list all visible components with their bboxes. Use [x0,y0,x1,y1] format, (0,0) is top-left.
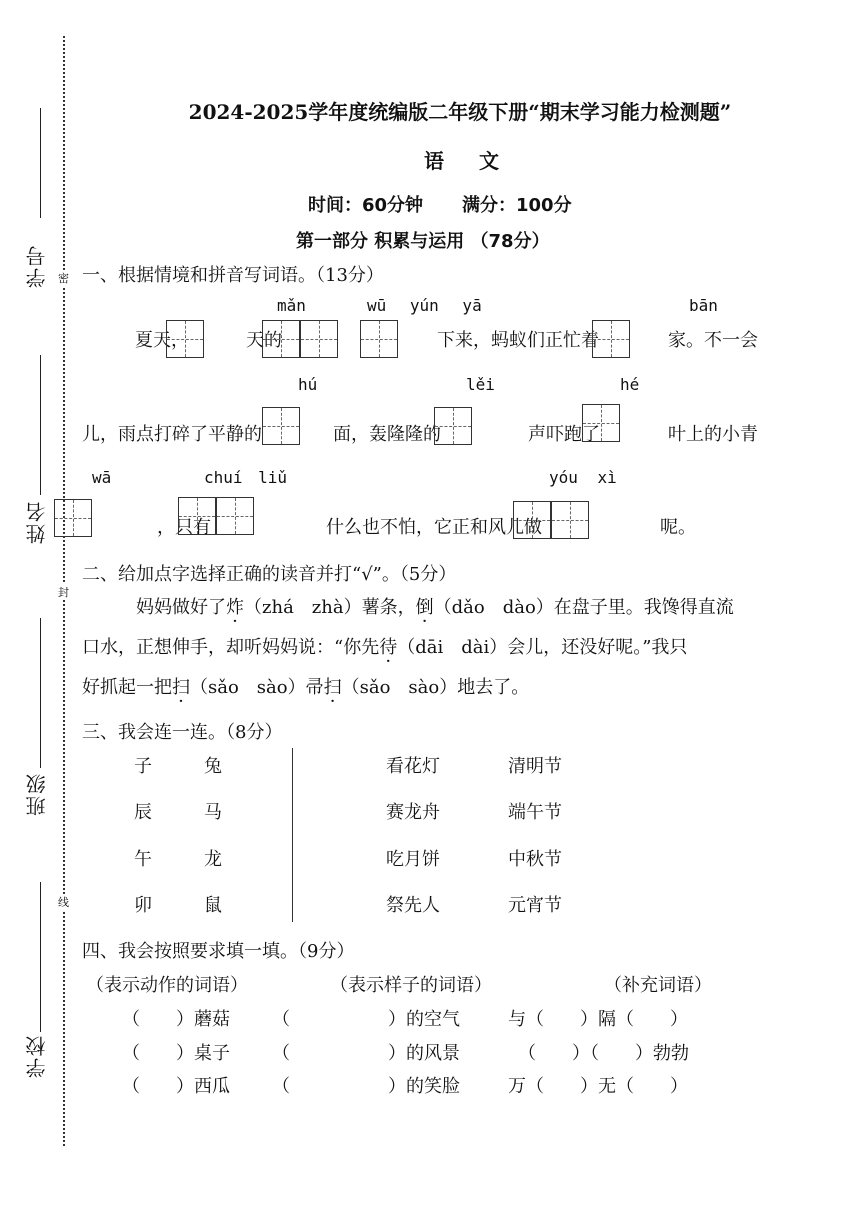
festival-name[interactable]: 端午节 [508,802,562,823]
festival-custom[interactable]: 赛龙舟 [386,802,440,823]
festival-custom[interactable]: 看花灯 [386,756,440,777]
column-heading: （表示样子的词语） [330,975,492,996]
writing-box[interactable] [513,501,551,539]
fill-blank[interactable]: （ ）（ ）勃勃 [518,1043,689,1064]
zodiac-branch[interactable]: 子 [134,756,152,777]
pinyin: wā [92,468,112,487]
text-segment: （sǎo sào）地去了。 [341,677,530,698]
text-segment: 叶上的小青 [668,424,758,445]
writing-box[interactable] [360,320,398,358]
writing-box[interactable] [54,499,92,537]
text-segment: （dǎo dào）在盘子里。我馋得直流 [433,597,734,618]
festival-name[interactable]: 元宵节 [508,895,562,916]
zodiac-animal[interactable]: 龙 [204,849,222,870]
writing-box[interactable] [300,320,338,358]
text-segment: 什么也不怕，它正和风儿做 [326,517,542,538]
text-segment: 夏天， [135,330,189,351]
festival-custom[interactable]: 吃月饼 [386,849,440,870]
part-one-title: 第一部分 积累与运用 （78分） [296,231,550,252]
fill-blank-open[interactable]: （ [272,1009,290,1030]
pinyin: chuí liǔ [204,468,288,487]
dotted-char: 扫 [172,677,190,698]
text-segment: 呢。 [660,517,696,538]
class-label: 班级 [25,772,49,816]
text-segment: 儿，雨点打碎了平静的 [82,424,262,445]
text-segment: 好抓起一把 [82,677,172,698]
fill-blank-open[interactable]: （ [272,1043,290,1064]
score-info: 满分：100分 [462,195,572,216]
pinyin: lěi [466,375,495,394]
fill-blank[interactable]: 与（ ）隔（ ） [508,1009,688,1030]
text-segment: （zhá zhà）薯条， [244,597,416,618]
column-heading: （补充词语） [604,975,712,996]
school-line [40,882,41,1032]
name-label: 姓名 [25,500,49,544]
fill-blank[interactable]: （ ）蘑菇 [122,1009,230,1030]
zodiac-branch[interactable]: 辰 [134,802,152,823]
writing-box[interactable] [178,497,216,535]
fill-blank[interactable]: （ ）桌子 [122,1043,230,1064]
time-info: 时间：60分钟 [308,195,424,216]
q3-heading: 三、我会连一连。（8分） [82,722,283,743]
text-segment: （sǎo sào）帚 [190,677,324,698]
text-segment: 家。不一会 [668,330,758,351]
zodiac-animal[interactable]: 兔 [204,756,222,777]
text-segment: 天的 [246,330,282,351]
pinyin: mǎn [277,296,306,315]
seal-mi-text: 密 [58,272,69,285]
zodiac-branch[interactable]: 卯 [134,895,152,916]
seal-xian-text: 线 [58,896,69,909]
student-id-line [40,108,41,218]
name-line [40,355,41,495]
q1-heading: 一、根据情境和拼音写词语。（13分） [82,265,384,286]
student-id-label: 学号 [25,244,49,288]
text-segment: ，只有 [157,517,211,538]
pinyin: hú [298,375,318,394]
pinyin: hé [620,375,640,394]
writing-box[interactable] [582,404,620,442]
fill-blank[interactable]: （ ）西瓜 [122,1076,230,1097]
writing-box[interactable] [262,407,300,445]
class-line [40,618,41,768]
text-segment: 面，轰隆隆的 [333,424,441,445]
text-segment: 妈妈做好了 [136,597,226,618]
divider-line [292,748,293,922]
writing-box[interactable] [216,497,254,535]
q2-line-3 [82,673,529,699]
zodiac-animal[interactable]: 马 [204,802,222,823]
school-label: 学校 [25,1034,49,1078]
q2-heading: 二、给加点字选择正确的读音并打“√”。（5分） [82,564,457,585]
dotted-char: 待 [379,637,398,658]
writing-box[interactable] [262,320,300,358]
pinyin: wū yún yā [367,296,482,315]
pinyin: bān [689,296,718,315]
writing-box[interactable] [551,501,589,539]
zodiac-animal[interactable]: 鼠 [204,895,222,916]
fill-blank-open[interactable]: （ [272,1076,290,1097]
zodiac-branch[interactable]: 午 [134,849,152,870]
pinyin: yóu xì [549,468,617,487]
text-segment: 声吓跑了 [528,424,600,445]
dotted-char: 炸 [226,597,244,618]
q2-line-1 [136,593,734,619]
fill-blank-close: ）的笑脸 [388,1076,460,1097]
text-segment: 下来，蚂蚁们正忙着 [437,330,599,351]
q4-heading: 四、我会按照要求填一填。（9分） [82,941,355,962]
exam-title: 2024-2025学年度统编版二年级下册“期末学习能力检测题” [188,100,732,124]
festival-name[interactable]: 清明节 [508,756,562,777]
writing-box[interactable] [434,407,472,445]
subject-title: 语 文 [424,149,513,173]
fill-blank[interactable]: 万（ ）无（ ） [508,1076,688,1097]
seal-feng-text: 封 [58,586,69,599]
text-segment: 口水，正想伸手，却听妈妈说：“你先 [82,637,380,658]
festival-custom[interactable]: 祭先人 [386,895,440,916]
fill-blank-close: ）的风景 [388,1043,460,1064]
writing-box[interactable] [166,320,204,358]
q2-line-2 [82,633,687,659]
festival-name[interactable]: 中秋节 [508,849,562,870]
column-heading: （表示动作的词语） [86,975,248,996]
writing-box[interactable] [592,320,630,358]
fill-blank-close: ）的空气 [388,1009,460,1030]
dotted-char: 扫 [323,677,342,698]
text-segment: （dāi dài）会儿，还没好呢。”我只 [397,637,688,658]
dotted-char: 倒 [415,597,434,618]
